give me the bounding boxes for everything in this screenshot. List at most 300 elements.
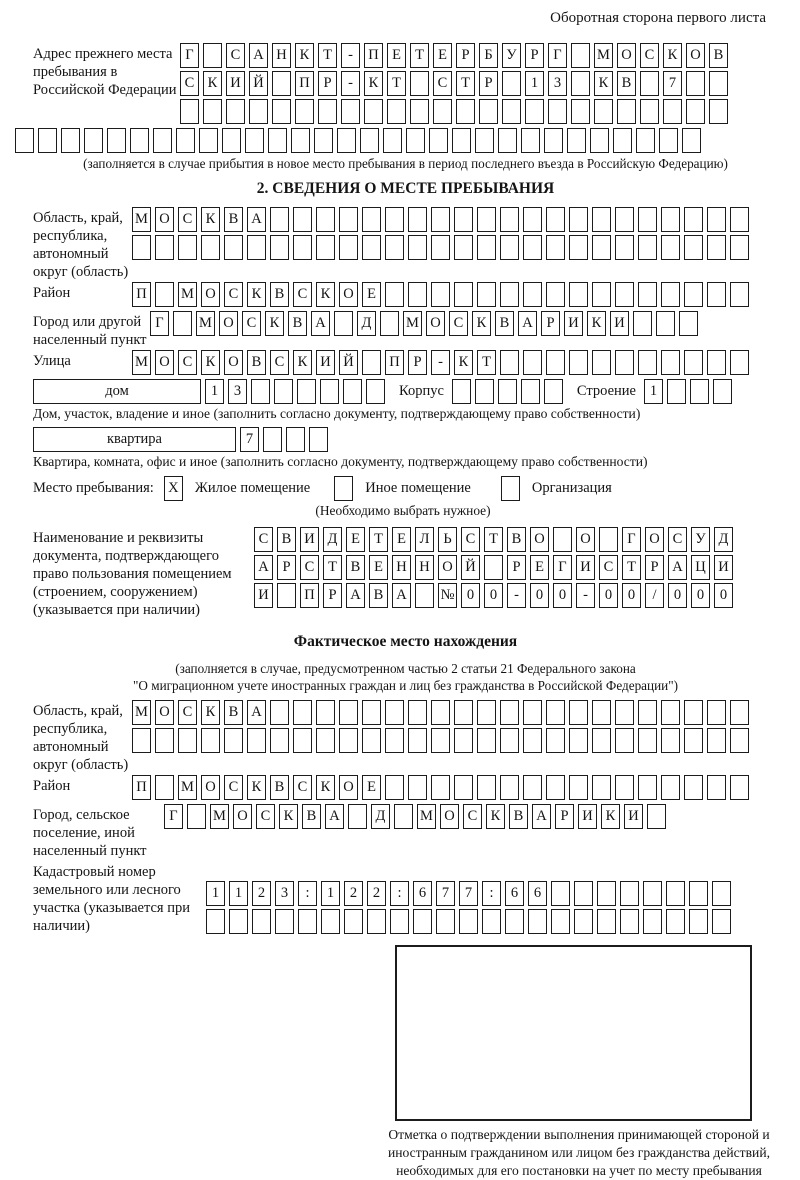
char-box[interactable]: [659, 128, 678, 153]
char-box[interactable]: [272, 99, 291, 124]
char-box[interactable]: [640, 71, 659, 96]
char-box[interactable]: [344, 909, 363, 934]
char-box[interactable]: [270, 700, 289, 725]
char-box[interactable]: [707, 728, 726, 753]
char-box[interactable]: А: [254, 555, 273, 580]
char-box[interactable]: В: [509, 804, 528, 829]
char-box[interactable]: К: [601, 804, 620, 829]
char-box[interactable]: [410, 99, 429, 124]
char-box[interactable]: 7: [436, 881, 455, 906]
char-box[interactable]: [730, 235, 749, 260]
char-box[interactable]: [38, 128, 57, 153]
char-box[interactable]: А: [532, 804, 551, 829]
char-box[interactable]: [456, 99, 475, 124]
char-box[interactable]: [408, 728, 427, 753]
char-box[interactable]: Л: [415, 527, 434, 552]
char-box[interactable]: К: [587, 311, 606, 336]
char-box[interactable]: [291, 128, 310, 153]
char-box[interactable]: [730, 207, 749, 232]
char-box[interactable]: [343, 379, 362, 404]
char-box[interactable]: [274, 379, 293, 404]
char-box[interactable]: [599, 527, 618, 552]
char-box[interactable]: [367, 909, 386, 934]
char-box[interactable]: Н: [272, 43, 291, 68]
char-box[interactable]: [454, 775, 473, 800]
char-box[interactable]: 1: [229, 881, 248, 906]
char-box[interactable]: [339, 207, 358, 232]
char-box[interactable]: Е: [387, 43, 406, 68]
char-box[interactable]: Р: [318, 71, 337, 96]
char-box[interactable]: [410, 71, 429, 96]
char-box[interactable]: [337, 128, 356, 153]
char-box[interactable]: И: [714, 555, 733, 580]
char-box[interactable]: К: [265, 311, 284, 336]
residence-checkbox-zhiloe[interactable]: [164, 476, 187, 501]
char-box[interactable]: 0: [461, 583, 480, 608]
char-box[interactable]: К: [663, 43, 682, 68]
char-box[interactable]: Г: [180, 43, 199, 68]
char-box[interactable]: [638, 350, 657, 375]
char-box[interactable]: [224, 235, 243, 260]
char-box[interactable]: [454, 235, 473, 260]
char-box[interactable]: [394, 804, 413, 829]
char-box[interactable]: [592, 207, 611, 232]
char-box[interactable]: [477, 207, 496, 232]
char-box[interactable]: [270, 728, 289, 753]
char-box[interactable]: [548, 99, 567, 124]
char-box[interactable]: Б: [479, 43, 498, 68]
char-box[interactable]: [334, 476, 353, 501]
char-box[interactable]: [385, 207, 404, 232]
char-box[interactable]: П: [364, 43, 383, 68]
char-box[interactable]: М: [417, 804, 436, 829]
char-box[interactable]: [293, 235, 312, 260]
char-box[interactable]: [252, 909, 271, 934]
char-box[interactable]: [597, 909, 616, 934]
char-box[interactable]: [709, 99, 728, 124]
char-box[interactable]: [277, 583, 296, 608]
char-box[interactable]: [268, 128, 287, 153]
char-box[interactable]: К: [594, 71, 613, 96]
char-box[interactable]: [661, 728, 680, 753]
char-box[interactable]: Е: [346, 527, 365, 552]
char-box[interactable]: [643, 909, 662, 934]
char-box[interactable]: [590, 128, 609, 153]
char-box[interactable]: М: [132, 350, 151, 375]
char-box[interactable]: [707, 350, 726, 375]
char-box[interactable]: 1: [321, 881, 340, 906]
char-box[interactable]: [452, 128, 471, 153]
char-box[interactable]: [178, 235, 197, 260]
char-box[interactable]: [155, 728, 174, 753]
char-box[interactable]: О: [219, 311, 238, 336]
char-box[interactable]: [206, 909, 225, 934]
char-box[interactable]: -: [341, 71, 360, 96]
char-box[interactable]: [636, 128, 655, 153]
char-box[interactable]: [431, 775, 450, 800]
char-box[interactable]: [666, 881, 685, 906]
char-box[interactable]: [316, 235, 335, 260]
char-box[interactable]: [574, 881, 593, 906]
char-box[interactable]: [270, 207, 289, 232]
char-box[interactable]: [203, 43, 222, 68]
char-box[interactable]: [500, 350, 519, 375]
char-box[interactable]: С: [224, 282, 243, 307]
char-box[interactable]: И: [226, 71, 245, 96]
char-box[interactable]: [597, 881, 616, 906]
char-box[interactable]: К: [472, 311, 491, 336]
char-box[interactable]: [15, 128, 34, 153]
char-box[interactable]: [180, 99, 199, 124]
char-box[interactable]: 1: [644, 379, 663, 404]
char-box[interactable]: [661, 207, 680, 232]
char-box[interactable]: Т: [622, 555, 641, 580]
char-box[interactable]: -: [576, 583, 595, 608]
char-box[interactable]: М: [403, 311, 422, 336]
char-box[interactable]: Ь: [438, 527, 457, 552]
char-box[interactable]: [500, 775, 519, 800]
char-box[interactable]: [712, 881, 731, 906]
char-box[interactable]: С: [640, 43, 659, 68]
char-box[interactable]: Р: [645, 555, 664, 580]
char-box[interactable]: И: [254, 583, 273, 608]
char-box[interactable]: В: [302, 804, 321, 829]
char-box[interactable]: -: [431, 350, 450, 375]
char-box[interactable]: [477, 700, 496, 725]
char-box[interactable]: С: [242, 311, 261, 336]
char-box[interactable]: К: [316, 775, 335, 800]
char-box[interactable]: 7: [240, 427, 259, 452]
char-box[interactable]: №: [438, 583, 457, 608]
char-box[interactable]: [247, 728, 266, 753]
char-box[interactable]: В: [369, 583, 388, 608]
char-box[interactable]: Т: [369, 527, 388, 552]
char-box[interactable]: X: [164, 476, 183, 501]
char-box[interactable]: [523, 282, 542, 307]
char-box[interactable]: [661, 282, 680, 307]
char-box[interactable]: [247, 235, 266, 260]
char-box[interactable]: [684, 282, 703, 307]
char-box[interactable]: С: [226, 43, 245, 68]
char-box[interactable]: Н: [392, 555, 411, 580]
char-box[interactable]: О: [530, 527, 549, 552]
char-box[interactable]: [201, 728, 220, 753]
char-box[interactable]: [546, 235, 565, 260]
char-box[interactable]: [523, 775, 542, 800]
char-box[interactable]: Р: [525, 43, 544, 68]
char-box[interactable]: У: [502, 43, 521, 68]
char-box[interactable]: С: [293, 775, 312, 800]
char-box[interactable]: М: [132, 700, 151, 725]
char-box[interactable]: [571, 99, 590, 124]
char-box[interactable]: Р: [555, 804, 574, 829]
char-box[interactable]: [293, 700, 312, 725]
char-box[interactable]: [477, 775, 496, 800]
char-box[interactable]: [362, 235, 381, 260]
char-box[interactable]: [459, 909, 478, 934]
char-box[interactable]: К: [293, 350, 312, 375]
char-box[interactable]: В: [709, 43, 728, 68]
char-box[interactable]: [546, 700, 565, 725]
char-box[interactable]: [318, 99, 337, 124]
char-box[interactable]: [501, 476, 520, 501]
char-box[interactable]: [187, 804, 206, 829]
char-box[interactable]: [500, 207, 519, 232]
char-box[interactable]: О: [339, 282, 358, 307]
char-box[interactable]: [684, 728, 703, 753]
char-box[interactable]: [245, 128, 264, 153]
char-box[interactable]: [431, 700, 450, 725]
char-box[interactable]: О: [155, 350, 174, 375]
char-box[interactable]: С: [180, 71, 199, 96]
char-box[interactable]: [500, 700, 519, 725]
char-box[interactable]: [454, 700, 473, 725]
char-box[interactable]: [286, 427, 305, 452]
char-box[interactable]: [638, 207, 657, 232]
char-box[interactable]: [523, 728, 542, 753]
char-box[interactable]: [592, 775, 611, 800]
char-box[interactable]: М: [178, 775, 197, 800]
char-box[interactable]: Г: [622, 527, 641, 552]
char-box[interactable]: [500, 235, 519, 260]
char-box[interactable]: С: [300, 555, 319, 580]
char-box[interactable]: [454, 282, 473, 307]
char-box[interactable]: [713, 379, 732, 404]
char-box[interactable]: [431, 207, 450, 232]
char-box[interactable]: [667, 379, 686, 404]
char-box[interactable]: И: [578, 804, 597, 829]
char-box[interactable]: [661, 775, 680, 800]
char-box[interactable]: Р: [277, 555, 296, 580]
char-box[interactable]: [523, 235, 542, 260]
char-box[interactable]: -: [507, 583, 526, 608]
char-box[interactable]: -: [341, 43, 360, 68]
char-box[interactable]: О: [339, 775, 358, 800]
char-box[interactable]: 2: [367, 881, 386, 906]
char-box[interactable]: [429, 128, 448, 153]
char-box[interactable]: А: [311, 311, 330, 336]
char-box[interactable]: [339, 728, 358, 753]
char-box[interactable]: П: [132, 282, 151, 307]
char-box[interactable]: [321, 909, 340, 934]
char-box[interactable]: [592, 728, 611, 753]
char-box[interactable]: [132, 235, 151, 260]
char-box[interactable]: Й: [461, 555, 480, 580]
char-box[interactable]: И: [564, 311, 583, 336]
char-box[interactable]: Ц: [691, 555, 710, 580]
char-box[interactable]: [620, 881, 639, 906]
char-box[interactable]: [638, 700, 657, 725]
char-box[interactable]: 3: [275, 881, 294, 906]
char-box[interactable]: К: [364, 71, 383, 96]
char-box[interactable]: 7: [459, 881, 478, 906]
char-box[interactable]: [523, 700, 542, 725]
char-box[interactable]: С: [178, 350, 197, 375]
char-box[interactable]: [656, 311, 675, 336]
char-box[interactable]: [316, 728, 335, 753]
char-box[interactable]: [684, 350, 703, 375]
char-box[interactable]: О: [438, 555, 457, 580]
char-box[interactable]: О: [576, 527, 595, 552]
char-box[interactable]: У: [691, 527, 710, 552]
char-box[interactable]: 0: [691, 583, 710, 608]
char-box[interactable]: [546, 207, 565, 232]
char-box[interactable]: К: [201, 700, 220, 725]
char-box[interactable]: [176, 128, 195, 153]
char-box[interactable]: [341, 99, 360, 124]
char-box[interactable]: [523, 207, 542, 232]
char-box[interactable]: В: [495, 311, 514, 336]
char-box[interactable]: 3: [548, 71, 567, 96]
char-box[interactable]: [479, 99, 498, 124]
char-box[interactable]: Е: [362, 775, 381, 800]
char-box[interactable]: [592, 282, 611, 307]
char-box[interactable]: [477, 728, 496, 753]
char-box[interactable]: [615, 775, 634, 800]
char-box[interactable]: [528, 909, 547, 934]
char-box[interactable]: [500, 728, 519, 753]
char-box[interactable]: [482, 909, 501, 934]
char-box[interactable]: [525, 99, 544, 124]
char-box[interactable]: [615, 207, 634, 232]
char-box[interactable]: [360, 128, 379, 153]
char-box[interactable]: [592, 235, 611, 260]
char-box[interactable]: [707, 700, 726, 725]
char-box[interactable]: [226, 99, 245, 124]
char-box[interactable]: :: [298, 881, 317, 906]
char-box[interactable]: [263, 427, 282, 452]
char-box[interactable]: О: [617, 43, 636, 68]
char-box[interactable]: С: [433, 71, 452, 96]
char-box[interactable]: Р: [541, 311, 560, 336]
char-box[interactable]: Т: [387, 71, 406, 96]
char-box[interactable]: С: [224, 775, 243, 800]
char-box[interactable]: А: [518, 311, 537, 336]
char-box[interactable]: [364, 99, 383, 124]
char-box[interactable]: [316, 207, 335, 232]
char-box[interactable]: [707, 282, 726, 307]
char-box[interactable]: [452, 379, 471, 404]
char-box[interactable]: [567, 128, 586, 153]
char-box[interactable]: [638, 235, 657, 260]
char-box[interactable]: П: [385, 350, 404, 375]
char-box[interactable]: [366, 379, 385, 404]
char-box[interactable]: И: [624, 804, 643, 829]
char-box[interactable]: [275, 909, 294, 934]
char-box[interactable]: [569, 235, 588, 260]
char-box[interactable]: [178, 728, 197, 753]
char-box[interactable]: М: [178, 282, 197, 307]
residence-checkbox-org[interactable]: [501, 476, 524, 501]
char-box[interactable]: 1: [206, 881, 225, 906]
char-box[interactable]: [661, 700, 680, 725]
char-box[interactable]: Р: [408, 350, 427, 375]
char-box[interactable]: [454, 207, 473, 232]
char-box[interactable]: Р: [456, 43, 475, 68]
char-box[interactable]: [615, 235, 634, 260]
char-box[interactable]: [316, 700, 335, 725]
char-box[interactable]: [730, 282, 749, 307]
char-box[interactable]: 7: [663, 71, 682, 96]
char-box[interactable]: [339, 700, 358, 725]
char-box[interactable]: [498, 128, 517, 153]
char-box[interactable]: [546, 350, 565, 375]
char-box[interactable]: 0: [622, 583, 641, 608]
char-box[interactable]: [663, 99, 682, 124]
char-box[interactable]: [521, 379, 540, 404]
char-box[interactable]: К: [201, 207, 220, 232]
char-box[interactable]: [454, 728, 473, 753]
char-box[interactable]: [707, 207, 726, 232]
char-box[interactable]: А: [325, 804, 344, 829]
char-box[interactable]: А: [247, 700, 266, 725]
char-box[interactable]: [203, 99, 222, 124]
char-box[interactable]: [569, 350, 588, 375]
char-box[interactable]: 0: [530, 583, 549, 608]
char-box[interactable]: В: [247, 350, 266, 375]
char-box[interactable]: [475, 379, 494, 404]
char-box[interactable]: О: [224, 350, 243, 375]
char-box[interactable]: Р: [507, 555, 526, 580]
char-box[interactable]: [298, 909, 317, 934]
char-box[interactable]: А: [247, 207, 266, 232]
char-box[interactable]: С: [178, 700, 197, 725]
char-box[interactable]: 3: [228, 379, 247, 404]
char-box[interactable]: С: [449, 311, 468, 336]
char-box[interactable]: [684, 700, 703, 725]
char-box[interactable]: [546, 728, 565, 753]
char-box[interactable]: [107, 128, 126, 153]
char-box[interactable]: [385, 282, 404, 307]
char-box[interactable]: К: [203, 71, 222, 96]
char-box[interactable]: С: [256, 804, 275, 829]
char-box[interactable]: [293, 207, 312, 232]
char-box[interactable]: [638, 775, 657, 800]
char-box[interactable]: К: [201, 350, 220, 375]
char-box[interactable]: [592, 350, 611, 375]
char-box[interactable]: [222, 128, 241, 153]
char-box[interactable]: О: [201, 282, 220, 307]
char-box[interactable]: [684, 775, 703, 800]
char-box[interactable]: [173, 311, 192, 336]
char-box[interactable]: [684, 207, 703, 232]
char-box[interactable]: [684, 235, 703, 260]
char-box[interactable]: [569, 775, 588, 800]
char-box[interactable]: [309, 427, 328, 452]
char-box[interactable]: [362, 350, 381, 375]
char-box[interactable]: М: [210, 804, 229, 829]
char-box[interactable]: [390, 909, 409, 934]
char-box[interactable]: 6: [413, 881, 432, 906]
char-box[interactable]: [155, 282, 174, 307]
char-box[interactable]: [431, 282, 450, 307]
char-box[interactable]: Г: [164, 804, 183, 829]
char-box[interactable]: [569, 282, 588, 307]
char-box[interactable]: О: [155, 700, 174, 725]
char-box[interactable]: О: [645, 527, 664, 552]
char-box[interactable]: К: [247, 775, 266, 800]
char-box[interactable]: И: [316, 350, 335, 375]
char-box[interactable]: [666, 909, 685, 934]
char-box[interactable]: [199, 128, 218, 153]
char-box[interactable]: [224, 728, 243, 753]
char-box[interactable]: [249, 99, 268, 124]
char-box[interactable]: С: [293, 282, 312, 307]
char-box[interactable]: [362, 700, 381, 725]
char-box[interactable]: [730, 728, 749, 753]
char-box[interactable]: [574, 909, 593, 934]
char-box[interactable]: С: [668, 527, 687, 552]
